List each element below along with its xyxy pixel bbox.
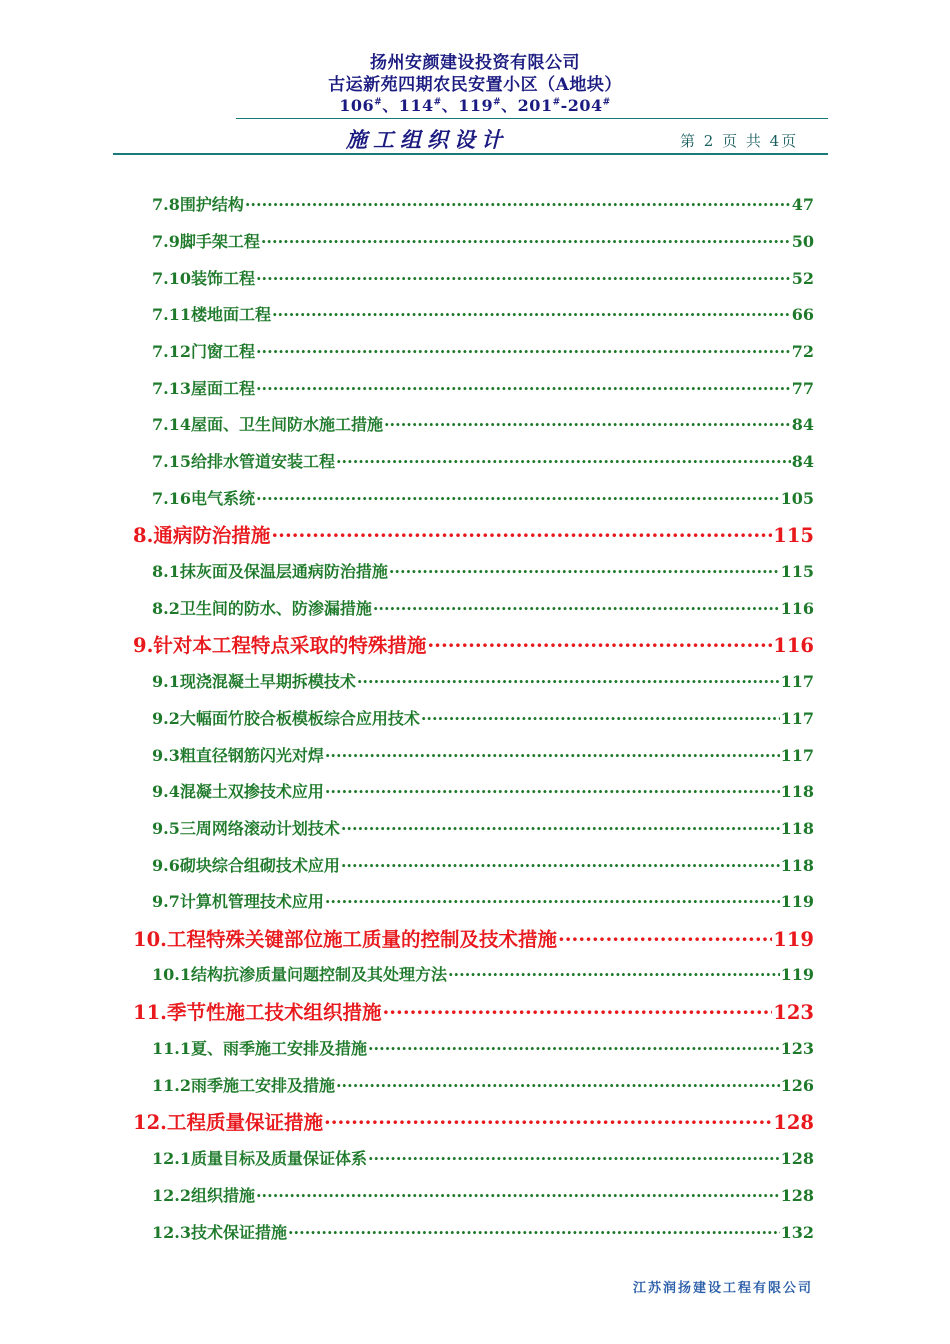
toc-entry[interactable]: 7.15 给排水管道安装工程 ····· 84 — [152, 449, 814, 472]
leader-dots — [384, 415, 791, 434]
page-header — [0, 0, 950, 160]
toc-entry[interactable]: 12.2 组织措施 ····· 128 — [152, 1183, 814, 1206]
toc-entry[interactable]: 7.9 脚手架工程 ····· 50 — [152, 229, 814, 252]
toc-entry[interactable]: 9.2 大幅面竹胶合板模板综合应用技术 ····· 117 — [152, 706, 814, 729]
leader-dots — [256, 342, 791, 361]
leader-dots — [368, 1039, 780, 1058]
leader-dots — [256, 489, 780, 508]
leader-dots — [336, 452, 791, 471]
toc-entry[interactable]: 9.7 计算机管理技术应用 ····· 119 — [152, 889, 814, 912]
leader-dots — [368, 1149, 780, 1168]
toc-entry[interactable]: 9.3 粗直径钢筋闪光对焊 ····· 117 — [152, 743, 814, 766]
client-company-name: 扬州安颜建设投资有限公司 — [370, 53, 580, 73]
toc-entry[interactable]: 9.4 混凝土双掺技术应用 ····· 118 — [152, 779, 814, 802]
leader-dots — [373, 599, 780, 618]
leader-dots — [389, 562, 780, 581]
document-title: 施工组织设计 — [346, 127, 508, 152]
toc-entry[interactable]: 12.3 技术保证措施 ····· 132 — [152, 1220, 814, 1243]
leader-dots — [256, 269, 791, 288]
toc-entry[interactable]: 11.1 夏、雨季施工安排及措施 ····· 123 — [152, 1036, 814, 1059]
leader-dots — [256, 379, 791, 398]
toc-entry[interactable]: 7.11 楼地面工程 ····· 66 — [152, 302, 814, 325]
toc-section-heading[interactable]: 12. 工程质量保证措施 ····· 128 — [133, 1107, 814, 1135]
header-rule-thin — [236, 118, 828, 119]
toc-entry[interactable]: 7.13 屋面工程 ····· 77 — [152, 376, 814, 399]
toc-section-heading[interactable]: 11. 季节性施工技术组织措施 ····· 123 — [133, 997, 814, 1025]
leader-dots — [256, 1186, 780, 1205]
toc-section-heading[interactable]: 8. 通病防治措施 ····· 115 — [133, 520, 814, 548]
header-rule-thick — [113, 153, 828, 155]
leader-dots — [448, 965, 780, 984]
leader-dots — [272, 305, 791, 324]
toc-entry[interactable]: 8.1 抹灰面及保温层通病防治措施 ····· 115 — [152, 559, 814, 582]
leader-dots — [261, 232, 791, 251]
toc-entry[interactable]: 9.6 砌块综合组砌技术应用 ····· 118 — [152, 853, 814, 876]
leader-dots — [324, 1111, 772, 1134]
leader-dots — [558, 928, 772, 951]
toc-entry[interactable]: 7.16 电气系统 ····· 105 — [152, 486, 814, 509]
toc-entry[interactable]: 9.5 三周网络滚动计划技术 ····· 118 — [152, 816, 814, 839]
footer-company-name: 江苏润扬建设工程有限公司 — [632, 1281, 813, 1296]
leader-dots — [427, 634, 772, 657]
toc-entry[interactable]: 7.10 装饰工程 ····· 52 — [152, 266, 814, 289]
toc-entry[interactable]: 9.1 现浇混凝土早期拆模技术 ····· 117 — [152, 669, 814, 692]
toc-entry[interactable]: 12.1 质量目标及质量保证体系 ····· 128 — [152, 1146, 814, 1169]
toc-entry[interactable]: 7.12 门窗工程 ····· 72 — [152, 339, 814, 362]
leader-dots — [382, 1001, 772, 1024]
leader-dots — [325, 746, 780, 765]
toc-entry[interactable]: 10.1 结构抗渗质量问题控制及其处理方法 ····· 119 — [152, 962, 814, 985]
leader-dots — [245, 195, 791, 214]
toc-section-heading[interactable]: 10. 工程特殊关键部位施工质量的控制及技术措施 ····· 119 — [133, 924, 814, 952]
page-indicator: 第 2 页 共 4页 — [680, 132, 799, 150]
leader-dots — [341, 819, 780, 838]
leader-dots — [357, 672, 780, 691]
building-numbers: 106#、114#、119#、201#-204# — [339, 96, 611, 115]
project-name: 古运新苑四期农民安置小区（A地块） — [328, 75, 622, 95]
leader-dots — [325, 892, 780, 911]
toc-entry[interactable]: 8.2 卫生间的防水、防渗漏措施 ····· 116 — [152, 596, 814, 619]
leader-dots — [288, 1223, 780, 1242]
toc-section-heading[interactable]: 9. 针对本工程特点采取的特殊措施 ····· 116 — [133, 630, 814, 658]
toc-entry[interactable]: 11.2 雨季施工安排及措施 ····· 126 — [152, 1073, 814, 1096]
leader-dots — [336, 1076, 780, 1095]
leader-dots — [325, 782, 780, 801]
leader-dots — [341, 856, 780, 875]
leader-dots — [271, 524, 772, 547]
toc-entry[interactable]: 7.8 围护结构 ····· 47 — [152, 192, 814, 215]
leader-dots — [421, 709, 780, 728]
toc-entry[interactable]: 7.14 屋面、卫生间防水施工措施 ····· 84 — [152, 412, 814, 435]
